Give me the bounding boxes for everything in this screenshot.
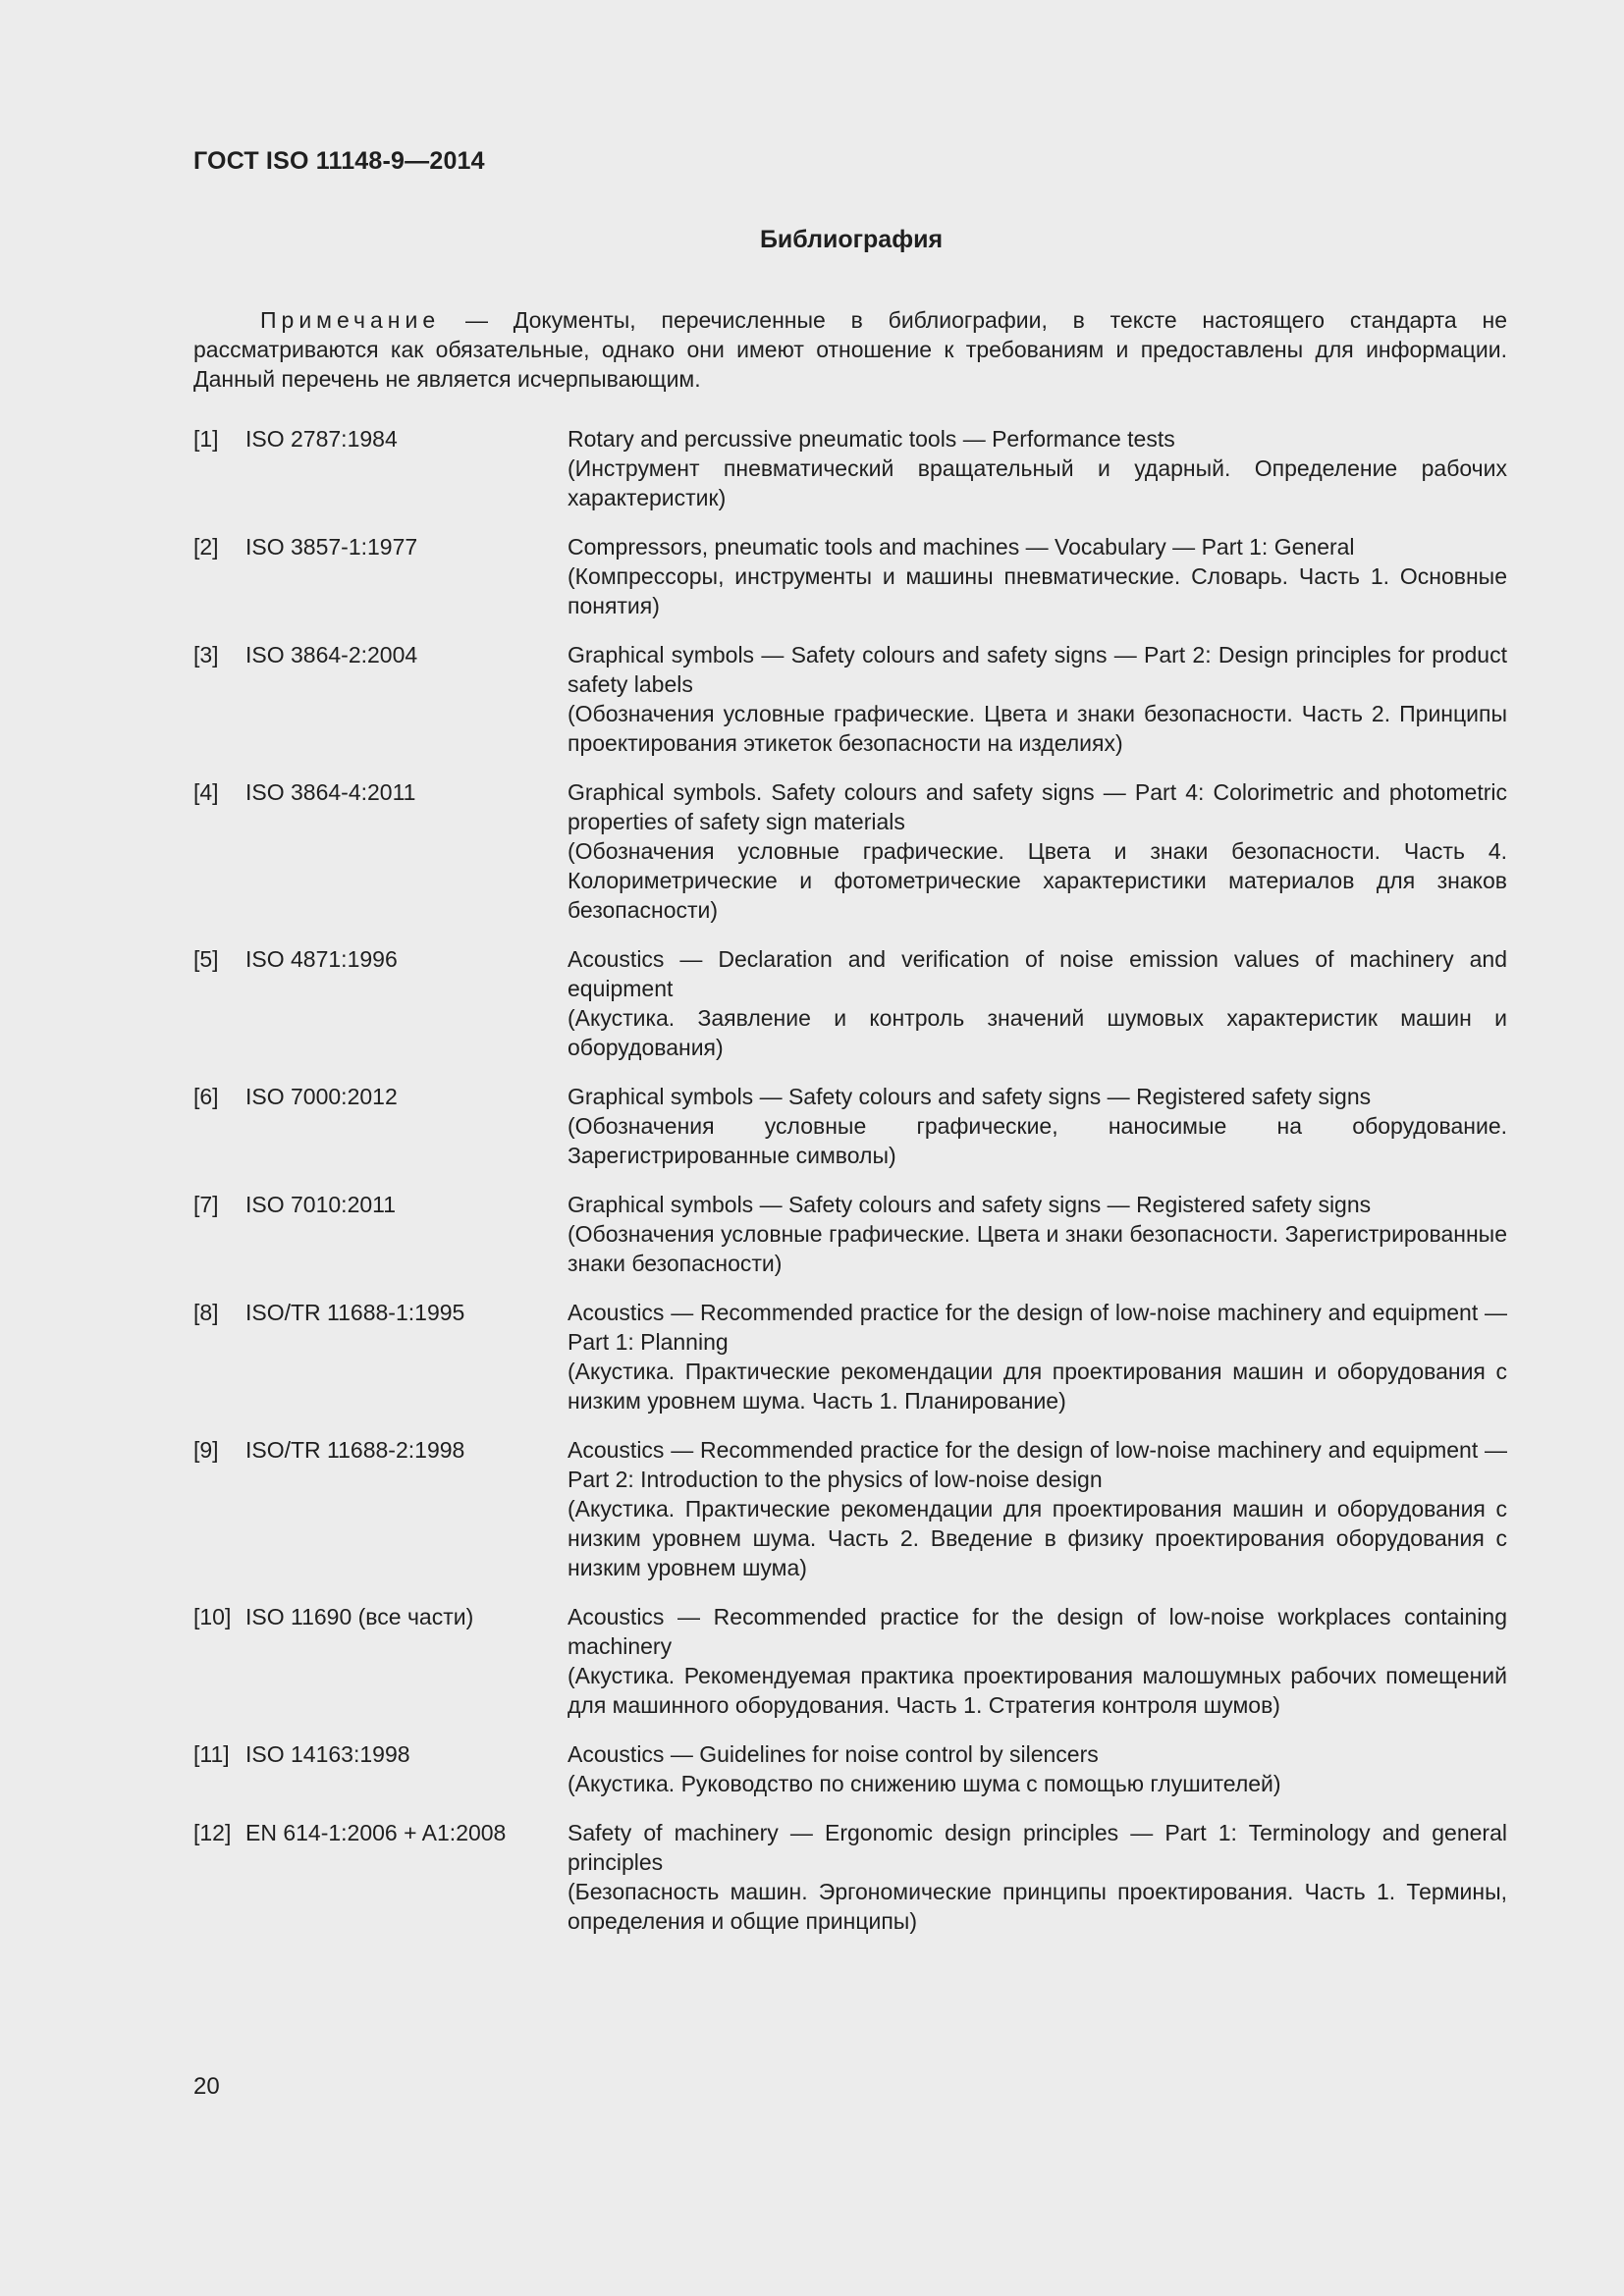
reference-title: Graphical symbols — Safety colours and safety signs — Registered safety signs bbox=[568, 1192, 1372, 1217]
reference-list bbox=[193, 424, 1507, 1955]
reference-number: [7] bbox=[193, 1192, 219, 1217]
reference-number: [5] bbox=[193, 946, 219, 972]
reference-title: Acoustics — Guidelines for noise control by silencers bbox=[568, 1741, 1099, 1767]
reference-description bbox=[568, 944, 1507, 1062]
reference-code: ISO 7010:2011 bbox=[245, 1192, 397, 1217]
reference-number: [6] bbox=[193, 1084, 219, 1109]
reference-code: ISO 7000:2012 bbox=[245, 1084, 398, 1109]
reference-translation: (Инструмент пневматический вращательный и ударный. Определение рабочих характеристик) bbox=[568, 455, 1507, 510]
reference-number: [4] bbox=[193, 779, 219, 805]
document-header: ГОСТ ISO 11148-9—2014 bbox=[193, 147, 485, 175]
reference-title: Acoustics — Recommended practice for the design of low-noise machinery and equipment — Part 1: Planning bbox=[568, 1300, 1507, 1355]
reference-title: Graphical symbols — Safety colours and safety signs — Registered safety signs bbox=[568, 1084, 1372, 1109]
reference-number: [10] bbox=[193, 1604, 232, 1629]
reference-number: [3] bbox=[193, 642, 219, 667]
reference-translation: (Безопасность машин. Эргономические принципы проектирования. Часть 1. Термины, определения и общие принципы) bbox=[568, 1879, 1507, 1934]
reference-title: Graphical symbols — Safety colours and safety signs — Part 2: Design principles for product safety labels bbox=[568, 642, 1507, 697]
reference-code: ISO 14163:1998 bbox=[245, 1741, 410, 1767]
reference-item bbox=[193, 1298, 1507, 1415]
reference-item bbox=[193, 1082, 1507, 1170]
reference-description bbox=[568, 1298, 1507, 1415]
reference-code: ISO 3864-4:2011 bbox=[245, 779, 416, 805]
reference-description bbox=[568, 1082, 1507, 1170]
reference-translation: (Акустика. Рекомендуемая практика проектирования малошумных рабочих помещений для машинного оборудования. Часть 1. Стратегия контроля шумов) bbox=[568, 1663, 1507, 1718]
reference-description bbox=[568, 1818, 1507, 1936]
reference-item bbox=[193, 1435, 1507, 1582]
reference-number: [12] bbox=[193, 1820, 232, 1845]
reference-title: Graphical symbols. Safety colours and safety signs — Part 4: Colorimetric and photometric properties of safety sign materials bbox=[568, 779, 1507, 834]
note-label: Примечание bbox=[260, 307, 441, 333]
reference-item bbox=[193, 777, 1507, 925]
reference-item bbox=[193, 640, 1507, 758]
reference-item bbox=[193, 944, 1507, 1062]
reference-title: Safety of machinery — Ergonomic design principles — Part 1: Terminology and general principles bbox=[568, 1820, 1507, 1875]
reference-code: ISO/TR 11688-1:1995 bbox=[245, 1300, 465, 1325]
reference-code: ISO 3864-2:2004 bbox=[245, 642, 418, 667]
bibliography-note bbox=[193, 305, 1507, 394]
page-number: 20 bbox=[193, 2073, 220, 2100]
reference-title: Acoustics — Recommended practice for the design of low-noise machinery and equipment — Part 2: Introduction to the physics of low-noise design bbox=[568, 1437, 1507, 1492]
note-text: — Документы, перечисленные в библиографии, в тексте настоящего стандарта не рассматриваются как обязательные, однако они имеют отношение к требованиям и предоставлены для информации. Данный перечень не является исчерпывающим. bbox=[193, 307, 1507, 392]
reference-description bbox=[568, 1739, 1507, 1798]
reference-number: [9] bbox=[193, 1437, 219, 1463]
reference-description bbox=[568, 1190, 1507, 1278]
reference-translation: (Акустика. Заявление и контроль значений шумовых характеристик машин и оборудования) bbox=[568, 1005, 1507, 1060]
reference-code: ISO/TR 11688-2:1998 bbox=[245, 1437, 465, 1463]
reference-description bbox=[568, 640, 1507, 758]
reference-translation: (Обозначения условные графические. Цвета и знаки безопасности. Зарегистрированные знаки безопасности) bbox=[568, 1221, 1507, 1276]
reference-number: [2] bbox=[193, 534, 219, 560]
reference-translation: (Обозначения условные графические. Цвета и знаки безопасности. Часть 2. Принципы проектирования этикеток безопасности на изделиях) bbox=[568, 701, 1507, 756]
reference-description bbox=[568, 424, 1507, 512]
reference-description bbox=[568, 1435, 1507, 1582]
reference-description bbox=[568, 1602, 1507, 1720]
reference-item bbox=[193, 532, 1507, 620]
reference-description bbox=[568, 532, 1507, 620]
reference-code: EN 614-1:2006 + A1:2008 bbox=[245, 1820, 507, 1845]
reference-number: [11] bbox=[193, 1741, 230, 1767]
page-title: Библиография bbox=[759, 226, 944, 253]
reference-item bbox=[193, 1739, 1507, 1798]
reference-translation: (Обозначения условные графические, наносимые на оборудование. Зарегистрированные символы) bbox=[568, 1113, 1507, 1168]
reference-item bbox=[193, 424, 1507, 512]
reference-title: Rotary and percussive pneumatic tools — Performance tests bbox=[568, 426, 1175, 452]
reference-translation: (Акустика. Руководство по снижению шума с помощью глушителей) bbox=[568, 1771, 1281, 1796]
reference-title: Acoustics — Recommended practice for the design of low-noise workplaces containing machinery bbox=[568, 1604, 1507, 1659]
reference-title: Compressors, pneumatic tools and machines — Vocabulary — Part 1: General bbox=[568, 534, 1355, 560]
reference-code: ISO 11690 (все части) bbox=[245, 1604, 474, 1629]
reference-translation: (Компрессоры, инструменты и машины пневматические. Словарь. Часть 1. Основные понятия) bbox=[568, 563, 1507, 618]
reference-description bbox=[568, 777, 1507, 925]
reference-translation: (Акустика. Практические рекомендации для проектирования машин и оборудования с низким уровнем шума. Часть 2. Введение в физику проектирования оборудования с низким уровнем шума) bbox=[568, 1496, 1507, 1580]
reference-code: ISO 4871:1996 bbox=[245, 946, 398, 972]
reference-item bbox=[193, 1602, 1507, 1720]
reference-title: Acoustics — Declaration and verification of noise emission values of machinery and equipment bbox=[568, 946, 1507, 1001]
reference-item bbox=[193, 1818, 1507, 1936]
reference-translation: (Обозначения условные графические. Цвета и знаки безопасности. Часть 4. Колориметрические и фотометрические характеристики материалов для знаков безопасности) bbox=[568, 838, 1507, 923]
reference-item bbox=[193, 1190, 1507, 1278]
reference-code: ISO 2787:1984 bbox=[245, 426, 398, 452]
reference-number: [8] bbox=[193, 1300, 219, 1325]
reference-translation: (Акустика. Практические рекомендации для проектирования машин и оборудования с низким уровнем шума. Часть 1. Планирование) bbox=[568, 1359, 1507, 1414]
reference-code: ISO 3857-1:1977 bbox=[245, 534, 418, 560]
reference-number: [1] bbox=[193, 426, 219, 452]
